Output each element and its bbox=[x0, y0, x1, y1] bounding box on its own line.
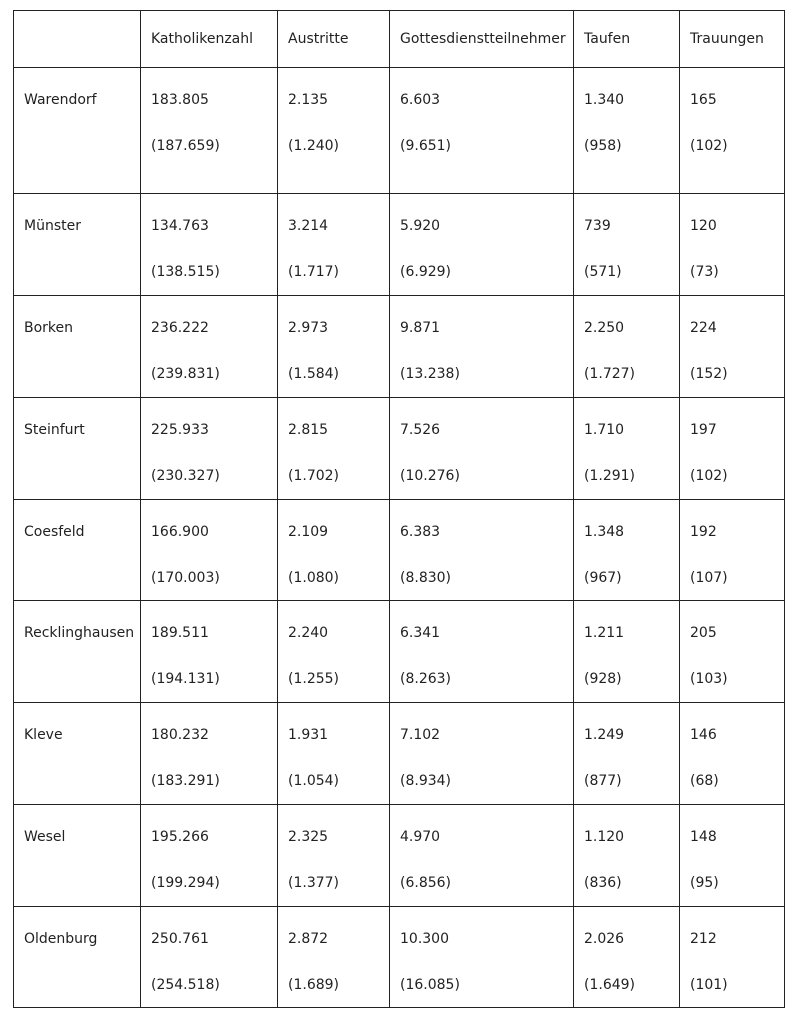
gottesdienstteilnehmer-header: Gottesdienstteilnehmer bbox=[390, 11, 574, 68]
region-name-cell bbox=[14, 296, 141, 398]
gottesdienstteilnehmer-cell bbox=[390, 296, 574, 398]
previous-value: (230.327) bbox=[151, 468, 220, 484]
region-name-cell bbox=[14, 907, 141, 1008]
current-value: 180.232 bbox=[151, 727, 209, 743]
previous-value: (9.651) bbox=[400, 138, 452, 154]
previous-value: (152) bbox=[690, 366, 728, 382]
current-value: 3.214 bbox=[288, 218, 329, 234]
previous-value: (239.831) bbox=[151, 366, 220, 382]
current-value: 192 bbox=[690, 524, 717, 540]
trauungen-cell bbox=[680, 68, 785, 194]
previous-value: (8.830) bbox=[400, 570, 452, 586]
previous-value: (6.856) bbox=[400, 875, 452, 891]
previous-value: (1.727) bbox=[584, 366, 636, 382]
current-value: 146 bbox=[690, 727, 717, 743]
current-value: 7.102 bbox=[400, 727, 441, 743]
current-value: 6.603 bbox=[400, 92, 441, 108]
current-value: 197 bbox=[690, 422, 717, 438]
austritte-header: Austritte bbox=[278, 11, 390, 68]
previous-value: (571) bbox=[584, 264, 622, 280]
gottesdienstteilnehmer-cell bbox=[390, 805, 574, 907]
austritte-cell bbox=[278, 194, 390, 296]
region-name-cell bbox=[14, 398, 141, 500]
current-value: 1.340 bbox=[584, 92, 625, 108]
katholikenzahl-cell bbox=[141, 601, 278, 703]
header-row bbox=[14, 11, 785, 68]
austritte-cell bbox=[278, 703, 390, 805]
region-name-cell bbox=[14, 194, 141, 296]
current-value: 166.900 bbox=[151, 524, 209, 540]
region-name: Coesfeld bbox=[24, 524, 85, 540]
previous-value: (101) bbox=[690, 977, 728, 993]
region-name: Kleve bbox=[24, 727, 63, 743]
previous-value: (1.702) bbox=[288, 468, 340, 484]
austritte-cell bbox=[278, 68, 390, 194]
katholikenzahl-cell bbox=[141, 296, 278, 398]
current-value: 10.300 bbox=[400, 931, 449, 947]
region-header bbox=[14, 11, 141, 68]
table-row bbox=[14, 805, 785, 907]
previous-value: (10.276) bbox=[400, 468, 460, 484]
table-row bbox=[14, 194, 785, 296]
previous-value: (1.291) bbox=[584, 468, 636, 484]
gottesdienstteilnehmer-cell bbox=[390, 703, 574, 805]
current-value: 1.249 bbox=[584, 727, 625, 743]
current-value: 2.135 bbox=[288, 92, 329, 108]
region-name: Wesel bbox=[24, 829, 66, 845]
previous-value: (103) bbox=[690, 671, 728, 687]
trauungen-cell bbox=[680, 500, 785, 601]
current-value: 2.250 bbox=[584, 320, 625, 336]
previous-value: (1.649) bbox=[584, 977, 636, 993]
region-name: Borken bbox=[24, 320, 74, 336]
region-name-cell bbox=[14, 68, 141, 194]
current-value: 1.120 bbox=[584, 829, 625, 845]
katholikenzahl-cell bbox=[141, 194, 278, 296]
current-value: 148 bbox=[690, 829, 717, 845]
current-value: 4.970 bbox=[400, 829, 441, 845]
region-name-cell bbox=[14, 703, 141, 805]
taufen-cell bbox=[574, 68, 680, 194]
gottesdienstteilnehmer-cell bbox=[390, 68, 574, 194]
trauungen-cell bbox=[680, 296, 785, 398]
current-value: 7.526 bbox=[400, 422, 441, 438]
current-value: 739 bbox=[584, 218, 611, 234]
table-row bbox=[14, 68, 785, 194]
previous-value: (102) bbox=[690, 468, 728, 484]
current-value: 205 bbox=[690, 625, 717, 641]
taufen-cell bbox=[574, 703, 680, 805]
previous-value: (8.263) bbox=[400, 671, 452, 687]
gottesdienstteilnehmer-cell bbox=[390, 194, 574, 296]
previous-value: (95) bbox=[690, 875, 719, 891]
previous-value: (13.238) bbox=[400, 366, 460, 382]
previous-value: (107) bbox=[690, 570, 728, 586]
previous-value: (928) bbox=[584, 671, 622, 687]
previous-value: (877) bbox=[584, 773, 622, 789]
previous-value: (958) bbox=[584, 138, 622, 154]
region-name-cell bbox=[14, 500, 141, 601]
previous-value: (183.291) bbox=[151, 773, 220, 789]
current-value: 9.871 bbox=[400, 320, 441, 336]
taufen-cell bbox=[574, 805, 680, 907]
current-value: 2.872 bbox=[288, 931, 329, 947]
current-value: 165 bbox=[690, 92, 717, 108]
previous-value: (1.240) bbox=[288, 138, 340, 154]
trauungen-cell bbox=[680, 703, 785, 805]
current-value: 120 bbox=[690, 218, 717, 234]
trauungen-header: Trauungen bbox=[680, 11, 785, 68]
katholikenzahl-cell bbox=[141, 703, 278, 805]
trauungen-cell bbox=[680, 398, 785, 500]
austritte-cell bbox=[278, 601, 390, 703]
previous-value: (68) bbox=[690, 773, 719, 789]
katholikenzahl-cell bbox=[141, 398, 278, 500]
austritte-cell bbox=[278, 805, 390, 907]
current-value: 2.109 bbox=[288, 524, 329, 540]
previous-value: (194.131) bbox=[151, 671, 220, 687]
table-row bbox=[14, 601, 785, 703]
current-value: 189.511 bbox=[151, 625, 209, 641]
region-name: Recklinghausen bbox=[24, 625, 135, 641]
trauungen-cell bbox=[680, 805, 785, 907]
previous-value: (1.717) bbox=[288, 264, 340, 280]
previous-value: (102) bbox=[690, 138, 728, 154]
gottesdienstteilnehmer-cell bbox=[390, 601, 574, 703]
region-name-cell bbox=[14, 805, 141, 907]
previous-value: (170.003) bbox=[151, 570, 220, 586]
taufen-cell bbox=[574, 601, 680, 703]
current-value: 2.240 bbox=[288, 625, 329, 641]
current-value: 1.211 bbox=[584, 625, 625, 641]
table-row bbox=[14, 703, 785, 805]
katholikenzahl-cell bbox=[141, 500, 278, 601]
katholikenzahl-header: Katholikenzahl bbox=[141, 11, 278, 68]
current-value: 195.266 bbox=[151, 829, 209, 845]
taufen-cell bbox=[574, 500, 680, 601]
region-name: Warendorf bbox=[24, 92, 97, 108]
table-header bbox=[14, 11, 785, 68]
taufen-header: Taufen bbox=[574, 11, 680, 68]
table-body bbox=[14, 68, 785, 1008]
austritte-cell bbox=[278, 398, 390, 500]
table-row bbox=[14, 500, 785, 601]
trauungen-cell bbox=[680, 601, 785, 703]
statistics-table bbox=[13, 10, 785, 1008]
previous-value: (836) bbox=[584, 875, 622, 891]
previous-value: (1.054) bbox=[288, 773, 340, 789]
austritte-cell bbox=[278, 296, 390, 398]
gottesdienstteilnehmer-cell bbox=[390, 398, 574, 500]
current-value: 183.805 bbox=[151, 92, 209, 108]
gottesdienstteilnehmer-cell bbox=[390, 500, 574, 601]
current-value: 1.348 bbox=[584, 524, 625, 540]
previous-value: (1.255) bbox=[288, 671, 340, 687]
previous-value: (187.659) bbox=[151, 138, 220, 154]
previous-value: (967) bbox=[584, 570, 622, 586]
current-value: 2.026 bbox=[584, 931, 625, 947]
taufen-cell bbox=[574, 296, 680, 398]
current-value: 212 bbox=[690, 931, 717, 947]
taufen-cell bbox=[574, 907, 680, 1008]
region-name: Münster bbox=[24, 218, 81, 234]
austritte-cell bbox=[278, 500, 390, 601]
previous-value: (1.377) bbox=[288, 875, 340, 891]
current-value: 1.710 bbox=[584, 422, 625, 438]
previous-value: (8.934) bbox=[400, 773, 452, 789]
previous-value: (138.515) bbox=[151, 264, 220, 280]
previous-value: (199.294) bbox=[151, 875, 220, 891]
current-value: 2.973 bbox=[288, 320, 329, 336]
trauungen-cell bbox=[680, 194, 785, 296]
region-name: Oldenburg bbox=[24, 931, 98, 947]
table-row bbox=[14, 907, 785, 1008]
previous-value: (254.518) bbox=[151, 977, 220, 993]
region-name: Steinfurt bbox=[24, 422, 85, 438]
taufen-cell bbox=[574, 398, 680, 500]
katholikenzahl-cell bbox=[141, 805, 278, 907]
current-value: 6.383 bbox=[400, 524, 441, 540]
katholikenzahl-cell bbox=[141, 68, 278, 194]
current-value: 250.761 bbox=[151, 931, 209, 947]
current-value: 134.763 bbox=[151, 218, 209, 234]
current-value: 5.920 bbox=[400, 218, 441, 234]
austritte-cell bbox=[278, 907, 390, 1008]
current-value: 6.341 bbox=[400, 625, 441, 641]
table-row bbox=[14, 296, 785, 398]
gottesdienstteilnehmer-cell bbox=[390, 907, 574, 1008]
current-value: 225.933 bbox=[151, 422, 209, 438]
current-value: 2.815 bbox=[288, 422, 329, 438]
previous-value: (1.584) bbox=[288, 366, 340, 382]
previous-value: (73) bbox=[690, 264, 719, 280]
current-value: 1.931 bbox=[288, 727, 329, 743]
trauungen-cell bbox=[680, 907, 785, 1008]
current-value: 236.222 bbox=[151, 320, 209, 336]
previous-value: (1.080) bbox=[288, 570, 340, 586]
taufen-cell bbox=[574, 194, 680, 296]
region-name-cell bbox=[14, 601, 141, 703]
previous-value: (6.929) bbox=[400, 264, 452, 280]
katholikenzahl-cell bbox=[141, 907, 278, 1008]
table-row bbox=[14, 398, 785, 500]
current-value: 2.325 bbox=[288, 829, 329, 845]
previous-value: (16.085) bbox=[400, 977, 460, 993]
current-value: 224 bbox=[690, 320, 717, 336]
previous-value: (1.689) bbox=[288, 977, 340, 993]
